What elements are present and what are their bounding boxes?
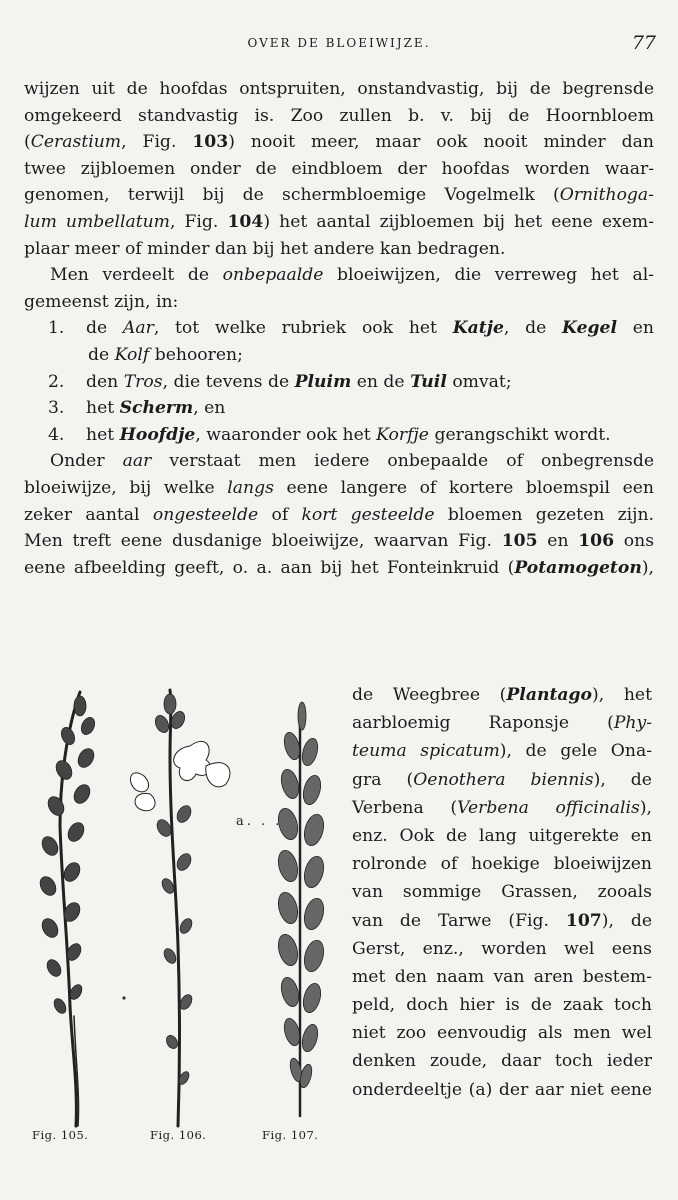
text-line: omgekeerd standvastig is. Zoo zullen b. v. bij de Hoornbloem xyxy=(24,105,654,126)
text-line: plaar meer of minder dan bij het andere kan bedragen. xyxy=(24,238,506,259)
text-line: rolronde of hoekige bloeiwijzen xyxy=(352,854,652,875)
text-line: Men treft eene dusdanige bloeiwijze, waarvan Fig. 105 en 106 ons xyxy=(24,531,655,552)
text-line: Gerst, enz., worden wel eens xyxy=(352,938,652,959)
text-line: niet zoo eenvoudig als men wel xyxy=(352,1023,652,1044)
text-line: van sommige Grassen, zooals xyxy=(352,882,652,903)
text-line: met den naam van aren bestem- xyxy=(352,966,652,987)
fig106-caption: Fig. 106. xyxy=(150,1128,207,1142)
text-line: Men verdeelt de onbepaalde bloeiwijzen, die verreweg het al- xyxy=(50,265,654,286)
text-line: denken zoude, daar toch ieder xyxy=(352,1051,652,1072)
text-line: de Weegbree (Plantago), het xyxy=(352,685,653,705)
text-line: teuma spicatum), de gele Ona- xyxy=(352,741,653,762)
fig107-illustration xyxy=(275,702,327,1116)
figure-area xyxy=(20,686,330,1146)
text-line: gemeenst zijn, in: xyxy=(24,291,179,312)
text-line: Verbena (Verbena officinalis), xyxy=(352,797,652,818)
text-line: van de Tarwe (Fig. 107), de xyxy=(352,910,653,931)
text-line: twee zijbloemen onder de eindbloem der hoofdas worden waar- xyxy=(24,158,654,179)
text-line: wijzen uit de hoofdas ontspruiten, onstandvastig, bij de begrensde xyxy=(24,79,654,99)
text-line: enz. Ook de lang uitgerekte en xyxy=(352,825,652,846)
text-line: zeker aantal ongesteelde of kort gesteelde bloemen gezeten zijn. xyxy=(24,504,655,525)
list-item: 1. de Aar, tot welke rubriek ook het Katje, de Kegel en xyxy=(48,318,654,339)
list-item: de Kolf behooren; xyxy=(88,344,243,365)
text-line: bloeiwijze, bij welke langs eene langere of kortere bloemspil een xyxy=(24,477,654,498)
text-line: gra (Oenothera biennis), de xyxy=(352,769,652,790)
text-line: Onder aar verstaat men iedere onbepaalde of onbegrensde xyxy=(50,451,655,472)
text-line: aarbloemig Raponsje (Phy- xyxy=(352,713,652,734)
running-head xyxy=(0,34,678,56)
fig105-illustration xyxy=(37,692,97,1126)
list-item: 2. den Tros, die tevens de Pluim en de Tuil omvat; xyxy=(48,371,512,392)
list-item: 4. het Hoofdje, waaronder ook het Korfje gerangschikt wordt. xyxy=(48,424,611,445)
running-title: OVER DE BLOEIWIJZE. xyxy=(247,36,431,50)
side-column-text xyxy=(352,681,652,1104)
page-number: 77 xyxy=(631,32,656,54)
fig107-label-a: a. . . xyxy=(236,814,283,829)
plant-illustrations xyxy=(20,686,330,1146)
text-line: genomen, terwijl bij de schermbloemige Vogelmelk (Ornithoga- xyxy=(24,185,654,206)
fig107-caption: Fig. 107. xyxy=(262,1128,319,1142)
list-item: 3. het Scherm, en xyxy=(48,398,226,419)
fig106-illustration xyxy=(130,690,229,1126)
fig105-caption: Fig. 105. xyxy=(32,1128,89,1142)
text-line: peld, doch hier is de zaak toch xyxy=(352,995,652,1016)
text-line: onderdeeltje (a) der aar niet eene xyxy=(352,1079,652,1100)
text-line: eene afbeelding geeft, o. a. aan bij het Fonteinkruid (Potamogeton), xyxy=(24,557,654,578)
text-line: (Cerastium, Fig. 103) nooit meer, maar ook nooit minder dan xyxy=(24,132,654,153)
main-text xyxy=(24,76,654,581)
text-line: lum umbellatum, Fig. 104) het aantal zijbloemen bij het eene exem- xyxy=(24,211,655,232)
